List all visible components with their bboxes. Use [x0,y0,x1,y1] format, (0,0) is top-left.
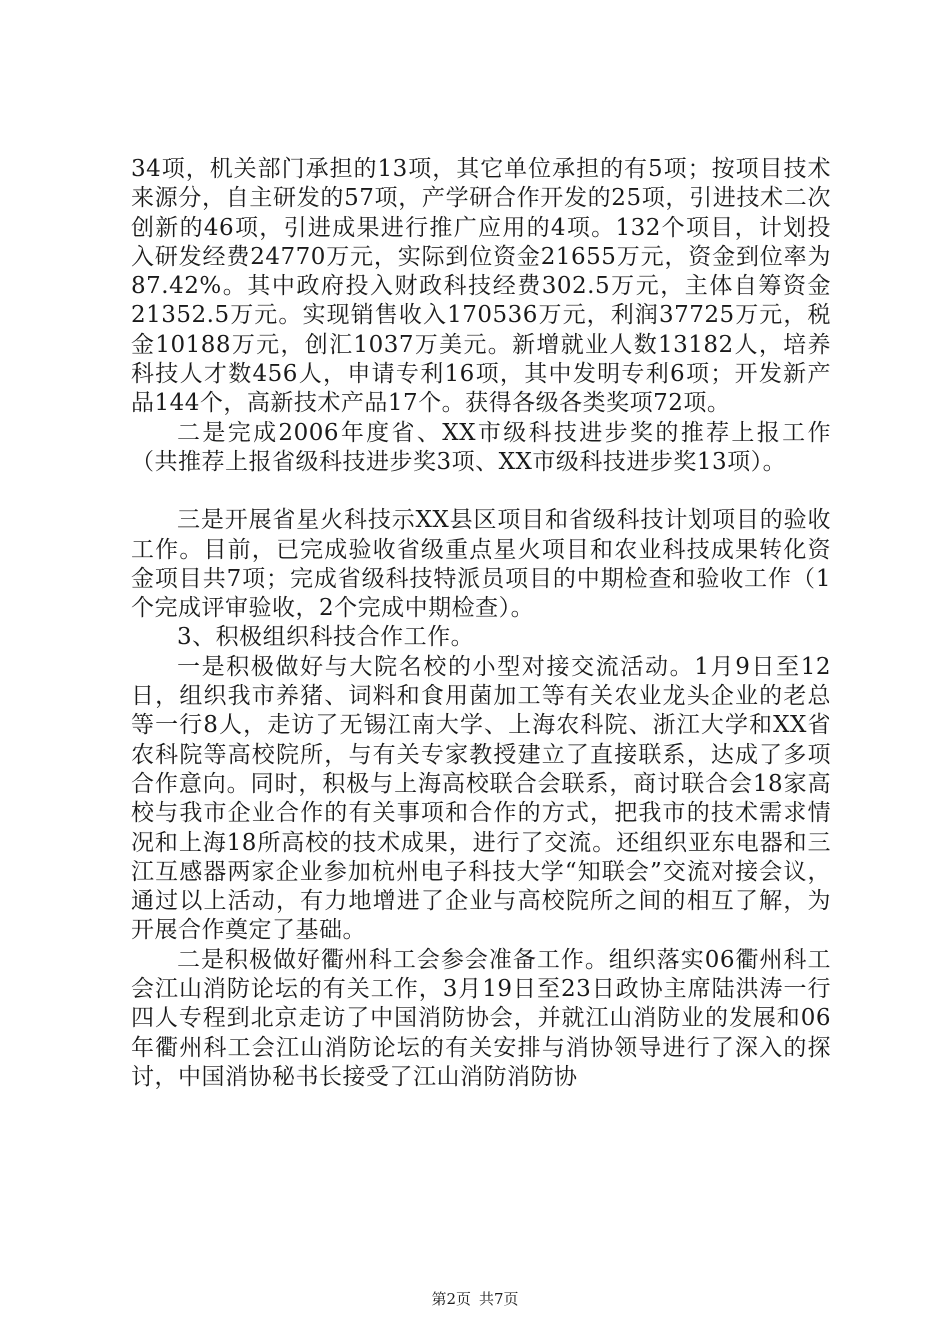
page-footer [0,1288,950,1309]
document-body [131,155,831,1092]
section-heading-tech-cooperation: 3、积极组织科技合作工作。 [177,624,475,651]
paragraph-project-acceptance: 三是开展省星火科技示XX县区项目和省级科技计划项目的验收工作。目前，已完成验收省级重点星火项目和农业科技成果转化资金项目共7项；完成省级科技特派员项目的中期检查和验收工作（1个完成评审验收，2个完成中期检查）。 [131,507,831,622]
page-number: 第2页 [431,1290,471,1308]
paragraph-quzhou-conference: 二是积极做好衢州科工会参会准备工作。组织落实06衢州科工会江山消防论坛的有关工作，3月19日至23日政协主席陆洪涛一行四人专程到北京走访了中国消防协会，并就江山消防业的发展和06年衢州科工会江山消防论坛的有关安排与消协领导进行了深入的探讨，中国消协秘书长接受了江山消防消防协 [131,946,831,1090]
paragraph-university-exchange: 一是积极做好与大院名校的小型对接交流活动。1月9日至12日，组织我市养猪、词料和食用菌加工等有关农业龙头企业的老总等一行8人，走访了无锡江南大学、上海农科院、浙江大学和XX省农科院等高校院所，与有关专家教授建立了直接联系，达成了多项合作意向。同时，积极与上海高校联合会联系，商讨联合会18家高校与我市企业合作的有关事项和合作的方式，把我市的技术需求情况和上海18所高校的技术成果，进行了交流。还组织亚东电器和三江互感器两家企业参加杭州电子科技大学“知联会”交流对接会议，通过以上活动，有力地增进了企业与高校院所之间的相互了解，为开展合作奠定了基础。 [131,653,831,944]
page-total: 共7页 [479,1290,519,1308]
paragraph-continued: 34项，机关部门承担的13项，其它单位承担的有5项；按项目技术来源分，自主研发的57项，产学研合作开发的25项，引进技术二次创新的46项，引进成果进行推广应用的4项。132个项目，计划投入研发经费24770万元，实际到位资金21655万元，资金到位率为87.42%。其中政府投入财政科技经费302.5万元，主体自筹资金21352.5万元。实现销售收入170536万元，利润37725万元，税金10188万元，创汇1037万美元。新增就业人数13182人，培养科技人才数456人，申请专利16项，其中发明专利6项；开发新产品144个，高新技术产品17个。获得各级各类奖项72项。 [131,156,831,417]
paragraph-sci-award-nomination: 二是完成2006年度省、XX市级科技进步奖的推荐上报工作（共推荐上报省级科技进步奖3项、XX市级科技进步奖13项）。 [131,419,831,475]
